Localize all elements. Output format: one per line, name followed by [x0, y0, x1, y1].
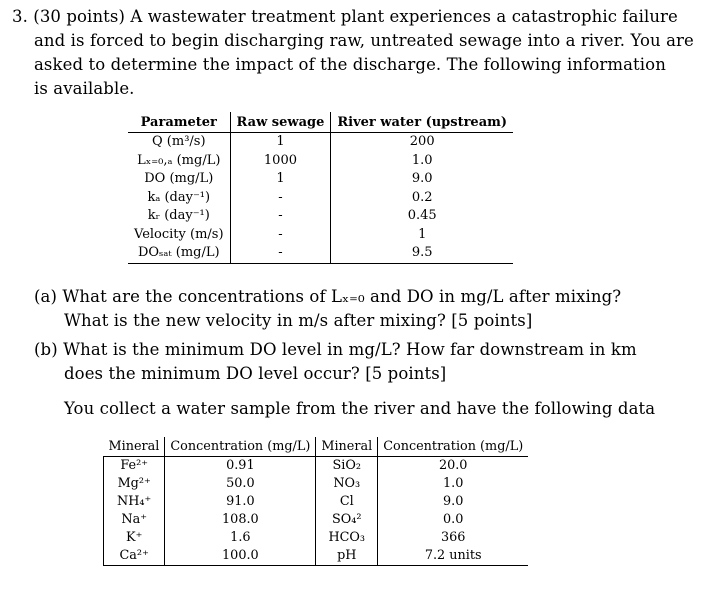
mineral-cell: NH₄⁺	[104, 493, 165, 511]
river-water-cell: 1	[418, 226, 427, 242]
table-header-row	[104, 437, 529, 457]
param-cell: DOₛₐₜ (mg/L)	[128, 244, 230, 263]
table-row	[128, 207, 513, 226]
part-b-line: (b) What is the minimum DO level in mg/L? How far downstream in km	[34, 340, 637, 359]
param-cell: Lₓ₌₀,ₐ (mg/L)	[128, 152, 230, 171]
mineral-table	[103, 437, 528, 566]
table-row	[104, 529, 529, 547]
table-row	[104, 457, 529, 476]
table-row	[104, 493, 529, 511]
raw-sewage-cell: 1000	[230, 152, 331, 171]
table-row	[128, 244, 513, 263]
question-line: and is forced to begin discharging raw, untreated sewage into a river. You are	[34, 31, 694, 50]
param-cell: DO (mg/L)	[128, 170, 230, 189]
mineral-cell: SO₄²	[316, 511, 378, 529]
question-parts	[34, 285, 694, 386]
raw-sewage-cell: -	[230, 189, 331, 208]
mineral-cell: Cl	[316, 493, 378, 511]
raw-sewage-cell: -	[230, 226, 331, 245]
mineral-cell: Mg²⁺	[104, 475, 165, 493]
concentration-cell: 1.0	[443, 476, 464, 491]
part-b-line: does the minimum DO level occur? [5 points]	[64, 364, 447, 383]
mineral-cell: Ca²⁺	[104, 547, 165, 566]
concentration-cell: 0.91	[165, 457, 316, 476]
table-row	[128, 152, 513, 171]
concentration-cell: 9.0	[443, 494, 464, 509]
mineral-cell: pH	[316, 547, 378, 566]
river-water-cell: 9.0	[411, 171, 433, 187]
mineral-cell: SiO₂	[316, 457, 378, 476]
river-water-cell: 0.2	[411, 189, 433, 205]
concentration-cell: 100.0	[165, 547, 316, 566]
table-row	[128, 133, 513, 152]
param-cell: kᵣ (day⁻¹)	[128, 207, 230, 226]
concentration-cell: 0.0	[443, 512, 464, 527]
param-cell: Velocity (m/s)	[128, 226, 230, 245]
part-a-line: (a) What are the concentrations of Lₓ₌₀ and DO in mg/L after mixing?	[34, 287, 622, 306]
mineral-cell: HCO₃	[316, 529, 378, 547]
question-line: asked to determine the impact of the discharge. The following information	[34, 55, 666, 74]
concentration-cell: 50.0	[165, 475, 316, 493]
concentration-cell: 108.0	[165, 511, 316, 529]
concentration-cell: 91.0	[165, 493, 316, 511]
river-water-cell: 0.45	[407, 208, 437, 224]
table-header-row	[128, 112, 513, 133]
concentration-cell: 366	[440, 530, 466, 545]
column-header: Parameter	[128, 112, 230, 133]
parameter-table	[128, 112, 513, 264]
table-row	[128, 170, 513, 189]
column-header: Raw sewage	[230, 112, 331, 133]
question-text	[12, 5, 702, 101]
mineral-cell: NO₃	[316, 475, 378, 493]
sample-text: You collect a water sample from the river and have the following data	[64, 399, 656, 418]
part-a-line: What is the new velocity in m/s after mixing? [5 points]	[64, 311, 533, 330]
param-cell: kₐ (day⁻¹)	[128, 189, 230, 208]
raw-sewage-cell: -	[230, 244, 331, 263]
mineral-cell: Na⁺	[104, 511, 165, 529]
table-row	[104, 547, 529, 566]
table-row	[128, 189, 513, 208]
param-cell: Q (m³/s)	[128, 133, 230, 152]
raw-sewage-cell: 1	[230, 170, 331, 189]
question-line: is available.	[34, 79, 135, 98]
question-line: 3. (30 points) A wastewater treatment plant experiences a catastrophic failure	[12, 7, 678, 26]
table-row	[128, 226, 513, 245]
column-header: Concentration (mg/L)	[378, 437, 528, 457]
river-water-cell: 9.5	[331, 244, 513, 263]
concentration-cell: 20.0	[378, 457, 528, 476]
column-header: River water (upstream)	[331, 112, 513, 133]
mineral-cell: Fe²⁺	[104, 457, 165, 476]
river-water-cell: 1.0	[411, 152, 433, 168]
column-header: Mineral	[316, 437, 378, 457]
mineral-cell: K⁺	[104, 529, 165, 547]
column-header: Mineral	[104, 437, 165, 457]
concentration-cell: 7.2 units	[378, 547, 528, 566]
river-water-cell: 200	[331, 133, 513, 152]
column-header: Concentration (mg/L)	[165, 437, 316, 457]
table-row	[104, 475, 529, 493]
raw-sewage-cell: -	[230, 207, 331, 226]
raw-sewage-cell: 1	[230, 133, 331, 152]
table-row	[104, 511, 529, 529]
concentration-cell: 1.6	[165, 529, 316, 547]
